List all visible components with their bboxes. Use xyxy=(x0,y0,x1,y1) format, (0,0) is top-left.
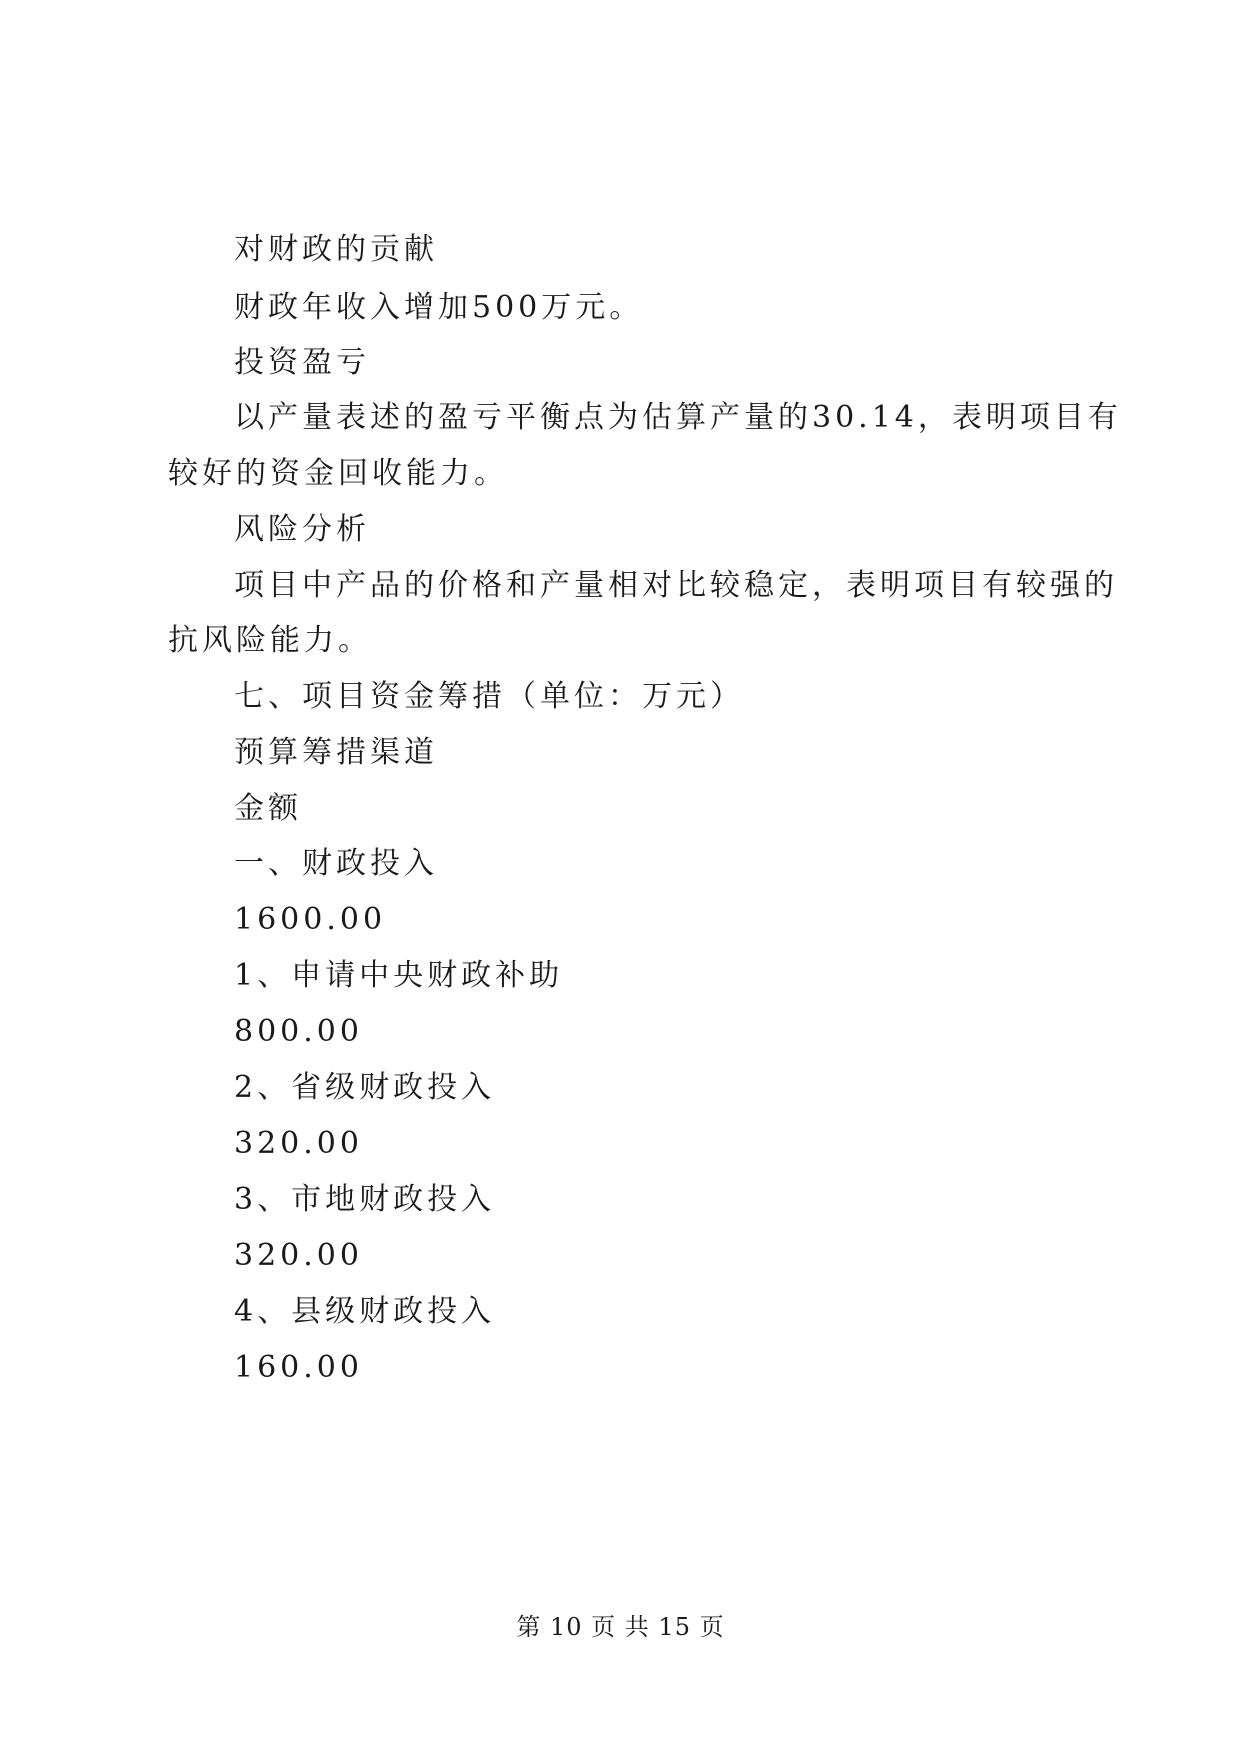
paragraph-text: 项目中产品的价格和产量相对比较稳定，表明项目有较强的 xyxy=(234,568,1118,603)
paragraph-text: 以产量表述的盈亏平衡点为估算产量的30.14，表明项目有 xyxy=(234,400,1122,435)
heading-risk-analysis: 风险分析 xyxy=(234,512,370,547)
page-number-footer: 第 10 页 共 15 页 xyxy=(516,1613,725,1641)
paragraph-text-continued: 较好的资金回收能力。 xyxy=(168,456,508,491)
paragraph-text: 财政年收入增加500万元。 xyxy=(234,290,644,325)
funding-item-label: 3、市地财政投入 xyxy=(234,1182,496,1217)
funding-item-label: 2、省级财政投入 xyxy=(234,1070,496,1105)
funding-channel-header: 预算筹措渠道 xyxy=(234,735,438,770)
section-heading-funding: 七、项目资金筹措（单位：万元） xyxy=(234,679,744,714)
funding-item-amount: 320.00 xyxy=(234,1126,363,1161)
funding-item-amount: 1600.00 xyxy=(234,902,387,937)
funding-item-label: 一、财政投入 xyxy=(234,846,438,881)
heading-fiscal-contribution: 对财政的贡献 xyxy=(234,232,438,267)
paragraph-text-continued: 抗风险能力。 xyxy=(168,623,372,658)
funding-item-amount: 800.00 xyxy=(234,1014,363,1049)
funding-item-label: 4、县级财政投入 xyxy=(234,1294,496,1329)
funding-item-amount: 160.00 xyxy=(234,1350,363,1385)
funding-item-label: 1、申请中央财政补助 xyxy=(234,958,564,993)
funding-item-amount: 320.00 xyxy=(234,1238,363,1273)
heading-investment-profit-loss: 投资盈亏 xyxy=(234,345,370,380)
amount-header: 金额 xyxy=(234,791,302,826)
